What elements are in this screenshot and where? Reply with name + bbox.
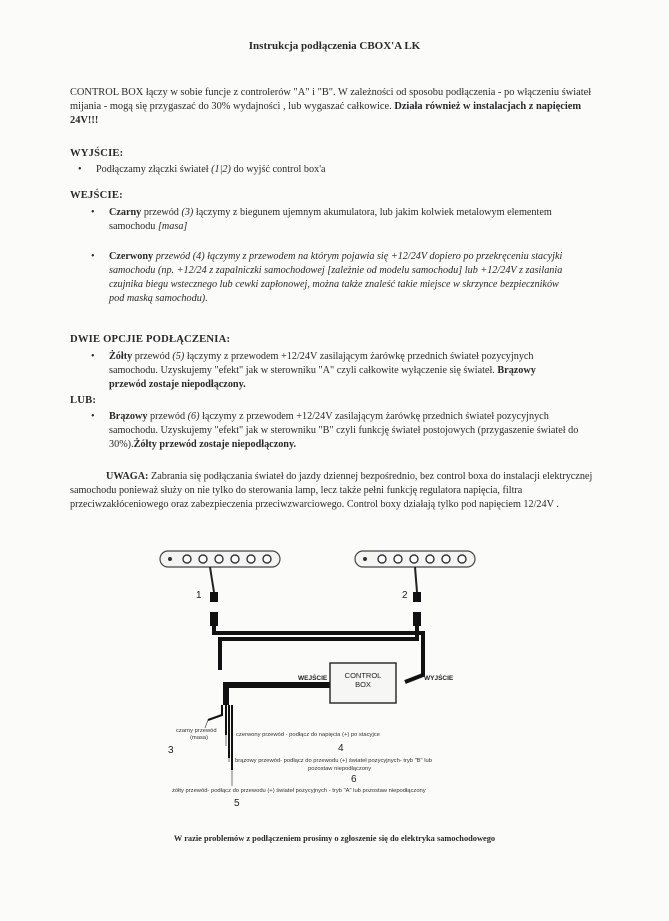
red-wire-label: Czerwony xyxy=(109,251,154,262)
warning-text: Zabrania się podłączania świateł do jazdy dziennej bezpośrednio, bez control boxa do instalacji elektrycznej samochodu ponieważ służy on nie tylko do sterowania lamp, lecz także pełni funkcję regulatora napięcia, filtra przeciwzakłóceniowego oraz zabezpieczenia przeciwzwarciowego. Control boxy działają tylko pod napięciem 12/24V . xyxy=(70,471,593,510)
opcje-heading: DWIE OPCJIE PODŁĄCZENIA: xyxy=(70,334,231,345)
wejscie-item-red xyxy=(91,250,569,306)
wire3-number: 3 xyxy=(168,745,174,756)
wyjscie-heading: WYJŚCIE: xyxy=(70,148,124,159)
connector-2 xyxy=(413,592,421,602)
yellow-wire-note: Brązowy przewód zostaje niepodłączony. xyxy=(109,365,536,390)
black-wire-label: Czarny xyxy=(109,207,142,218)
wire5-label: żółty przewód- podłącz do przewodu (+) świateł pozycyjnych - tryb "A" lub pozostaw niepodłączony xyxy=(172,788,426,794)
led-lamp-2 xyxy=(355,551,475,592)
yellow-wire-desc: łączymy z przewodem +12/24V zasilającym żarówkę przednich świateł pozycyjnych samochodu. Uzyskujemy "efekt" jak w sterowniku "A" czyli całkowite wyłączenie się świateł. xyxy=(109,351,534,376)
led-lamp-1 xyxy=(160,551,280,592)
wejscie-label: WEJŚCIE xyxy=(298,675,328,682)
wire4-label: czerwony przewód - podłącz do napięcia (+) po stacyjce xyxy=(236,732,380,738)
connector-1 xyxy=(210,592,218,602)
wyjscie-item-em: (1|2) xyxy=(211,164,231,175)
wire6-number: 6 xyxy=(351,774,357,785)
red-wire-desc: przewód (4) łączymy z przewodem na którym pojawia się +12/24V dopiero po przekręceniu stacyjki samochodu (np. +12/24 z zapalniczki samochodowej [zależnie od modelu samochodu] lub +12/24V z zasilania czujnika biegu wstecznego lub cewki zapłonowej, można także znaleść takie miejsce w skrzynce bezpieczników pod maską samochodu). xyxy=(109,251,563,304)
bullet: • xyxy=(78,164,82,175)
brown-wire-text: przewód xyxy=(147,411,188,422)
control-box-label-2: BOX xyxy=(355,680,371,689)
lamp-number-2: 2 xyxy=(402,590,408,601)
wire6-label-2: pozostaw niepodłączony xyxy=(308,766,372,772)
black-wire-desc: łączymy z biegunem ujemnym akumulatora, lub jakim kolwiek metalowym elementem samochodu xyxy=(109,207,552,232)
wire3-label-1: czarny przewód xyxy=(176,728,217,734)
wejscie-item-black xyxy=(91,206,569,234)
control-box-label-1: CONTROL xyxy=(344,671,382,680)
footer-note: W razie problemów z podłączeniem prosimy o zgłoszenie się do elektryka samochodowego xyxy=(173,834,496,843)
wejscie-heading: WEJŚCIE: xyxy=(70,190,123,201)
lub-heading: LUB: xyxy=(70,395,97,406)
wire6-label-1: brązowy przewód- podłącz do przewodu (+) świateł pozycyjnych- tryb "B" lub xyxy=(235,758,432,764)
intro-text: CONTROL BOX łączy w sobie funcje z controlerów "A" i "B". W zależności od sposobu podłączenia - po włączeniu świateł mijania - mogą się przygaszać do 30% wydajności , lub wygaszać całkowice. xyxy=(70,87,592,112)
wire4-number: 4 xyxy=(338,743,344,754)
brown-wire-desc: łączymy z przewodem +12/24V zasilającym żarówkę przednich świateł pozycyjnych samochodu. Uzyskujemy "efekt" jak w sterowniku "B" czyli funkcję świateł postojowych (przygaszenie świateł do 30%). xyxy=(109,411,579,450)
bullet: • xyxy=(91,207,95,218)
intro-bold: Działa również w instalacjach z napięciem 24V!!! xyxy=(70,101,582,126)
page-title: Instrukcja podłączenia CBOX'A LK xyxy=(248,40,421,52)
opcje-item-brown xyxy=(91,410,579,452)
lamp-number-1: 1 xyxy=(196,590,202,601)
plug-1 xyxy=(210,612,218,626)
wyjscie-label: WYJŚCIE xyxy=(424,675,454,682)
yellow-wire-num: (5) xyxy=(172,351,185,362)
black-wire-text: przewód xyxy=(141,207,182,218)
input-wires xyxy=(208,705,232,770)
bullet: • xyxy=(91,411,95,422)
wyjscie-item-text: Podłączamy złączki świateł xyxy=(96,164,212,175)
brown-wire-label: Brązowy xyxy=(109,411,148,422)
opcje-item-yellow xyxy=(91,350,569,392)
wiring-diagram xyxy=(0,540,669,825)
yellow-wire-text: przewód xyxy=(132,351,173,362)
bullet: • xyxy=(91,351,95,362)
warning-label: UWAGA: xyxy=(106,471,149,482)
wire3-label-2: (masa) xyxy=(190,735,209,741)
black-wire-num: (3) xyxy=(181,207,194,218)
wyjscie-item-text-end: do wyjść control box'a xyxy=(230,164,326,175)
yellow-wire-label: Żółty xyxy=(109,351,133,362)
wyjscie-item xyxy=(78,163,596,177)
intro-paragraph xyxy=(70,86,600,128)
brown-wire-num: (6) xyxy=(187,411,200,422)
warning-paragraph xyxy=(70,470,600,512)
wire5-number: 5 xyxy=(234,798,240,809)
bullet: • xyxy=(91,251,95,262)
black-wire-masa: [masa] xyxy=(157,221,188,232)
plug-2 xyxy=(413,612,421,626)
input-harness xyxy=(226,685,330,705)
brown-wire-note: Żółty przewód zostaje niepodłączony. xyxy=(133,439,297,450)
